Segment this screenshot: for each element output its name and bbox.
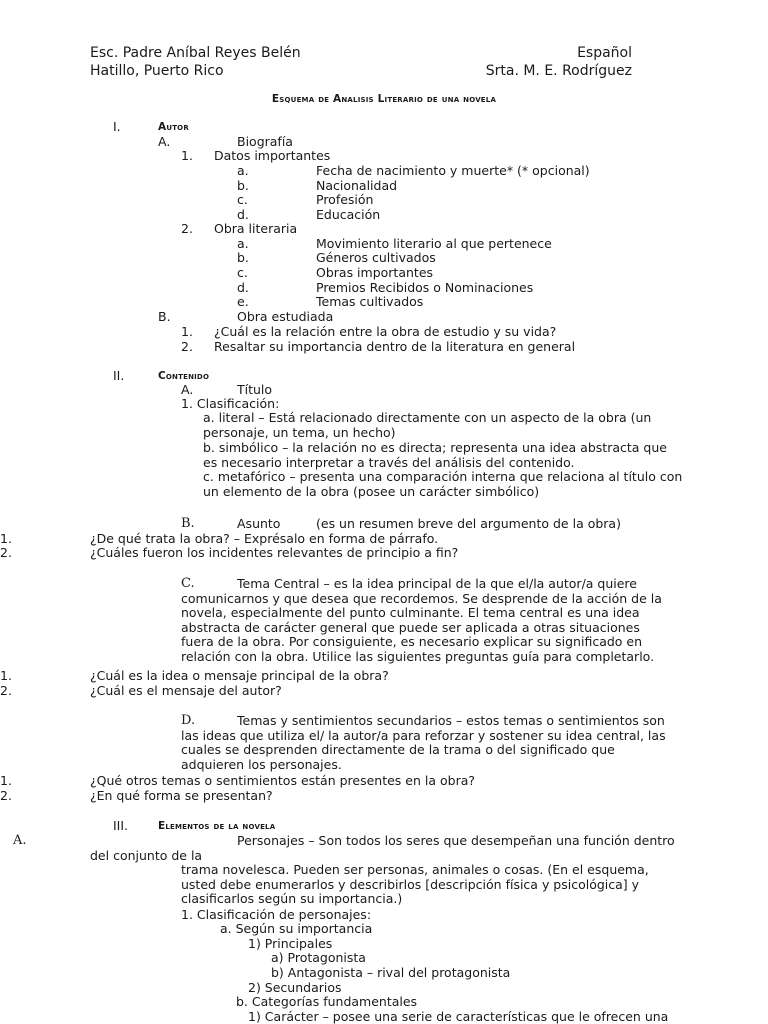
section-1-number: I.	[113, 119, 121, 134]
s1-a-letter: A.	[158, 134, 171, 149]
s2-c-letter: C.	[181, 576, 195, 591]
s1-b1-text: ¿Cuál es la relación entre la obra de estudio y su vida?	[214, 324, 557, 339]
segun-importancia: a. Según su importancia	[220, 921, 373, 936]
s1-b-label: Obra estudiada	[237, 309, 334, 324]
s3-a-letter: A.	[13, 833, 27, 848]
s1-a2-number: 2.	[181, 221, 193, 236]
class-simbolico: b. simbólico – la relación no es directa; representa una idea abstracta que es necesario interpretar a través del análisis del contenido.	[203, 440, 667, 470]
s2-b-label: Asunto	[237, 516, 281, 531]
s1-a-label: Biografía	[237, 134, 293, 149]
s1-a2-label: Obra literaria	[214, 221, 298, 236]
list-item: Obras importantes	[316, 265, 434, 280]
section-3-title: Elementos de la novela	[158, 820, 276, 832]
section-2-title: Contenido	[158, 370, 210, 382]
principales: 1) Principales	[248, 936, 333, 951]
list-item-letter: c.	[237, 265, 248, 280]
list-item: Educación	[316, 207, 381, 222]
list-item-letter: d.	[237, 207, 249, 222]
s2-a-letter: A.	[181, 382, 194, 397]
temas-secundarios-text: Temas y sentimientos secundarios – estos temas o sentimientos son las ideas que utiliza el/ la autor/a para reforzar y sostener su idea central, las cuales se desprenden directamente de la trama o del significado que adquieren los personajes.	[181, 713, 666, 772]
list-item-letter: b.	[237, 178, 249, 193]
question: ¿De qué trata la obra? – Exprésalo en forma de párrafo.	[90, 531, 439, 546]
list-item-letter: b.	[237, 250, 249, 265]
personajes-paragraph: trama novelesca. Pueden ser personas, animales o cosas. (En el esquema, usted debe enumerarlos y describirlos [descripción física y psicológica] y clasificarlos según su importancia.)	[181, 862, 649, 906]
teacher: Srta. M. E. Rodríguez	[485, 63, 632, 79]
s1-b2-number: 2.	[181, 339, 193, 354]
question: ¿En qué forma se presentan?	[90, 788, 273, 803]
personajes-line2: del conjunto de la	[90, 848, 203, 863]
question-number: 2.	[0, 683, 12, 698]
list-item: Profesión	[316, 192, 374, 207]
class-metaforico: c. metafórico – presenta una comparación interna que relaciona al título con un elemento de la obra (posee un carácter simbólico)	[203, 469, 683, 499]
class-literal: a. literal – Está relacionado directamente con un aspecto de la obra (un personaje, un tema, un hecho)	[203, 410, 652, 440]
s2-a1-label: 1. Clasificación:	[181, 396, 280, 411]
question-number: 2.	[0, 788, 12, 803]
question-number: 1.	[0, 531, 12, 546]
personajes-line1: Personajes – Son todos los seres que desempeñan una función dentro	[237, 833, 675, 848]
list-item-letter: c.	[237, 192, 248, 207]
s2-a-label: Título	[237, 382, 273, 397]
question: ¿Qué otros temas o sentimientos están presentes en la obra?	[90, 773, 475, 788]
list-item-letter: a.	[237, 163, 249, 178]
town: Hatillo, Puerto Rico	[90, 63, 224, 79]
secundarios: 2) Secundarios	[248, 980, 342, 995]
section-2-number: II.	[113, 368, 125, 383]
list-item: Movimiento literario al que pertenece	[316, 236, 552, 251]
list-item-letter: d.	[237, 280, 249, 295]
question-number: 2.	[0, 545, 12, 560]
s2-b-note: (es un resumen breve del argumento de la obra)	[316, 516, 621, 531]
s1-b1-number: 1.	[181, 324, 193, 339]
question: ¿Cuáles fueron los incidentes relevantes de principio a fin?	[90, 545, 459, 560]
list-item: Géneros cultivados	[316, 250, 436, 265]
protagonista: a) Protagonista	[271, 950, 366, 965]
list-item: Premios Recibidos o Nominaciones	[316, 280, 534, 295]
s1-b-letter: B.	[158, 309, 171, 324]
school-name: Esc. Padre Aníbal Reyes Belén	[90, 45, 301, 61]
list-item: Temas cultivados	[316, 294, 424, 309]
caracter: 1) Carácter – posee una serie de características que le ofrecen una	[248, 1009, 669, 1024]
antagonista: b) Antagonista – rival del protagonista	[271, 965, 511, 980]
question: ¿Cuál es el mensaje del autor?	[90, 683, 282, 698]
categorias-fundamentales: b. Categorías fundamentales	[236, 994, 418, 1009]
s1-b2-text: Resaltar su importancia dentro de la literatura en general	[214, 339, 576, 354]
subject: Español	[577, 45, 632, 61]
s2-b-letter: B.	[181, 516, 195, 531]
list-item: Fecha de nacimiento y muerte* (* opcional)	[316, 163, 590, 178]
question-number: 1.	[0, 773, 12, 788]
question: ¿Cuál es la idea o mensaje principal de la obra?	[90, 668, 389, 683]
s2-d-letter: D.	[181, 713, 196, 728]
document-title: Esquema de Analisis Literario de una novela	[271, 93, 497, 105]
s1-a1-label: Datos importantes	[214, 148, 331, 163]
list-item-letter: a.	[237, 236, 249, 251]
tema-central-text: Tema Central – es la idea principal de la que el/la autor/a quiere comunicarnos y que desea que recordemos. Se desprende de la acción de la novela, especialmente del punto culminante. El tema central es una idea abstracta de carácter general que puede ser aplicada a otras situaciones fuera de la obra. Por consiguiente, es necesario explicar su significado en relación con la obra. Utilice las siguientes preguntas guía para completarlo.	[181, 576, 662, 664]
s1-a1-number: 1.	[181, 148, 193, 163]
list-item-letter: e.	[237, 294, 249, 309]
list-item: Nacionalidad	[316, 178, 398, 193]
clasificacion-personajes: 1. Clasificación de personajes:	[181, 907, 372, 922]
section-1-title: Autor	[158, 121, 189, 133]
question-number: 1.	[0, 668, 12, 683]
section-3-number: III.	[113, 818, 129, 833]
